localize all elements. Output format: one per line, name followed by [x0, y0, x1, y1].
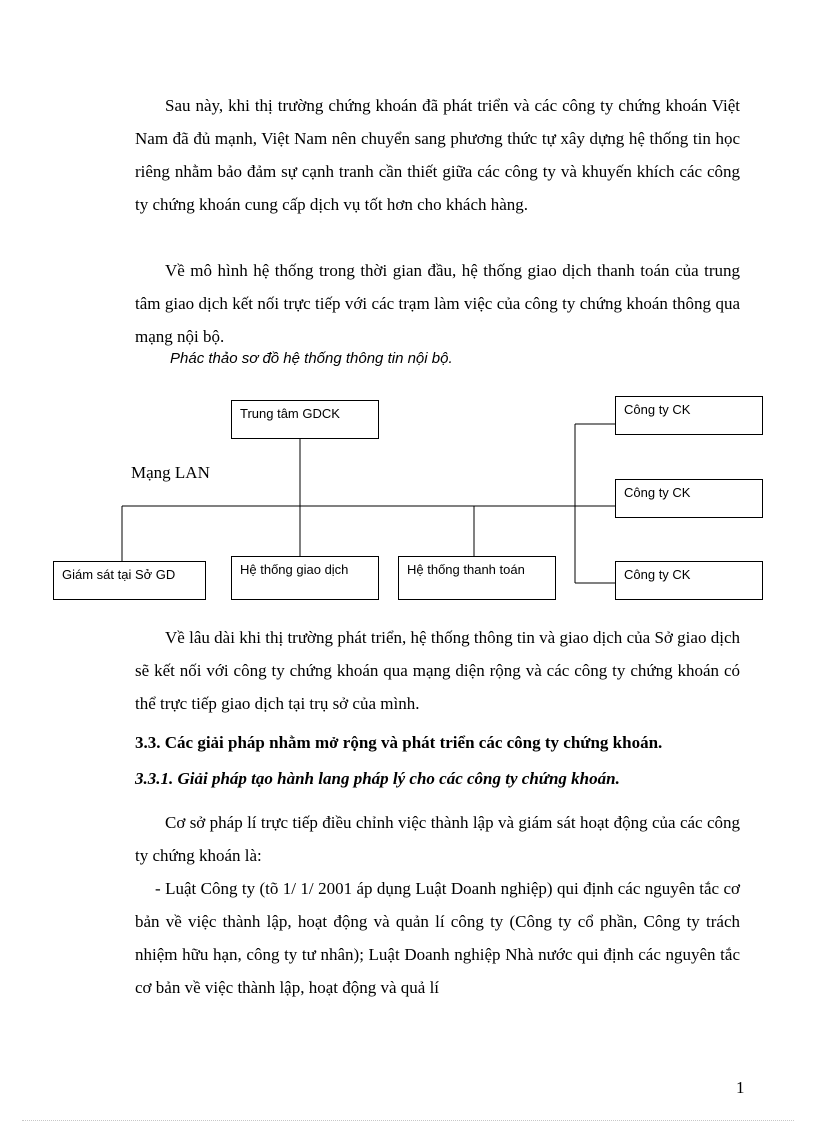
right-box-1-label: Công ty CK [624, 402, 691, 417]
paragraph-company-law: - Luật Công ty (tõ 1/ 1/ 2001 áp dụng Luật Doanh nghiệp) qui định các nguyên tắc cơ bản về việc thành lập, hoạt động và quản lí công ty (Công ty cổ phần, Công ty trách nhiệm hữu hạn, công ty tư nhân); Luật Doanh nghiệp Nhà nước qui định các nguyên tắc cơ bản về việc thành lập, hoạt động và quả lí [135, 879, 740, 997]
bottom-box-2-label: Hệ thống giao dịch [240, 562, 349, 577]
center-box [231, 400, 379, 439]
center-box-label: Trung tâm GDCK [240, 406, 340, 421]
bottom-box-1 [53, 561, 206, 600]
page-number: 1 [736, 1078, 745, 1097]
bottom-box-3 [398, 556, 556, 600]
right-box-3-label: Công ty CK [624, 567, 691, 582]
section-heading: 3.3. Các giải pháp nhằm mở rộng và phát triển các công ty chứng khoán. [135, 733, 663, 752]
paragraph-longterm: Về lâu dài khi thị trường phát triển, hệ thống thông tin và giao dịch của Sở giao dịch sẽ kết nối với công ty chứng khoán qua mạng diện rộng và các công ty chứng khoán có thể trực tiếp giao dịch tại trụ sở của mình. [135, 628, 740, 713]
paragraph-intro: Sau này, khi thị trường chứng khoán đã phát triển và các công ty chứng khoán Việt Nam đã đủ mạnh, Việt Nam nên chuyển sang phương thức tự xây dựng hệ thống tin học riêng nhằm bảo đảm sự cạnh tranh cần thiết giữa các công ty và khuyến khích các công ty chứng khoán cung cấp dịch vụ tốt hơn cho khách hàng. [135, 96, 740, 214]
paragraph-model: Về mô hình hệ thống trong thời gian đầu, hệ thống giao dịch thanh toán của trung tâm giao dịch kết nối trực tiếp với các trạm làm việc của công ty chứng khoán thông qua mạng nội bộ. [135, 261, 740, 346]
bottom-box-2 [231, 556, 379, 600]
page-bottom-divider [22, 1120, 794, 1121]
bottom-box-3-label: Hệ thống thanh toán [407, 562, 525, 577]
lan-label: Mạng LAN [131, 463, 210, 482]
subsection-heading: 3.3.1. Giải pháp tạo hành lang pháp lý cho các công ty chứng khoán. [135, 769, 620, 788]
paragraph-legal-basis: Cơ sở pháp lí trực tiếp điều chỉnh việc thành lập và giám sát hoạt động của các công ty chứng khoán là: [135, 813, 740, 865]
bottom-box-1-label: Giám sát tại Sở GD [62, 567, 176, 582]
right-box-2 [615, 479, 763, 518]
right-box-2-label: Công ty CK [624, 485, 691, 500]
right-box-3 [615, 561, 763, 600]
right-box-1 [615, 396, 763, 435]
diagram-caption: Phác thảo sơ đồ hệ thống thông tin nội bộ. [170, 350, 453, 367]
